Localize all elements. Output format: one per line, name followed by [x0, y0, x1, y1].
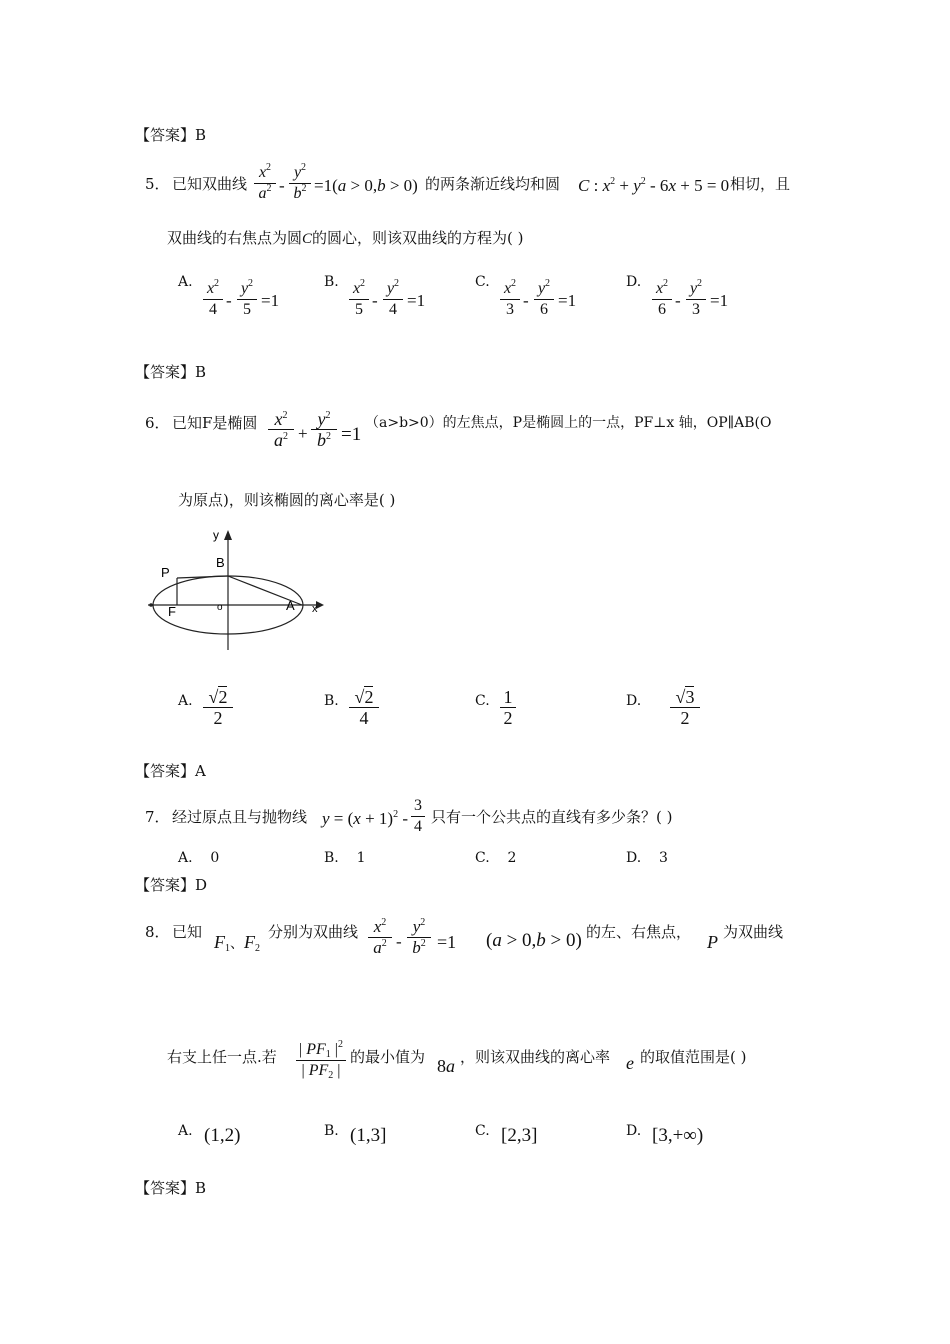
q8-option-c-letter: C. [475, 1123, 490, 1139]
q6-text-1: 已知F是椭圆 [172, 414, 258, 432]
q5-option-a-frac1: $x^2$ 4 [203, 280, 223, 319]
label-o: o [217, 602, 223, 613]
q5-option-a-frac2: $y^2$ 5 [237, 280, 257, 319]
q8-option-a-value: (1,2) [204, 1125, 241, 1146]
label-y: y [213, 528, 219, 542]
q5-option-c-frac2: $y^2$ 6 [534, 280, 554, 319]
ellipse-figure [140, 520, 340, 655]
answer-q8: 【答案】B [135, 1179, 207, 1197]
q5-option-d-frac1: $x^2$ 6 [652, 280, 672, 319]
q8-minus: - [396, 932, 402, 951]
q6-option-c-letter: C. [475, 693, 490, 709]
q6-frac-x2a2: $x^2$ $a^2$ [268, 410, 294, 449]
q8-option-b-value: (1,3] [350, 1125, 387, 1146]
q7-frac-3-4: 3 4 [411, 797, 425, 836]
q6-frac-y2b2: $y^2$ $b^2$ [311, 410, 337, 449]
q8-option-d-value: [3,+∞) [652, 1125, 704, 1146]
q7-text-1: 经过原点且与抛物线 [172, 808, 308, 826]
label-b: B [216, 555, 225, 570]
label-f: F [168, 604, 176, 619]
q7-number: 7． [145, 808, 170, 826]
q5-option-d-letter: D. [626, 274, 642, 290]
q6-option-b-letter: B. [324, 693, 339, 709]
q5-option-d-minus: - [675, 291, 681, 310]
q8-ecc: e [626, 1053, 634, 1073]
q8-point-p: P [707, 932, 718, 952]
q8-option-c-value: [2,3] [501, 1125, 538, 1146]
q8-text-2: 分别为双曲线 [268, 923, 359, 941]
q6-number: 6． [145, 414, 170, 432]
q8-foci: $F_1$、$F_2$ [214, 932, 260, 954]
q5-option-b-frac2: $y^2$ 4 [383, 280, 403, 319]
q5-option-c-letter: C. [475, 274, 490, 290]
q6-plus: + [298, 424, 308, 443]
q5-option-c-minus: - [523, 291, 529, 310]
q5-circle-eq: C : $x^2 + y^2 - 6x + 5 = 0$ [578, 176, 730, 195]
q5-frac-y2b2: $y^2$ $b^2$ [289, 164, 311, 203]
q8-option-b-letter: B. [324, 1123, 339, 1139]
q7-parabola-eq: $y = (x + 1)^2$ - [322, 809, 409, 828]
q8-number: 8． [145, 923, 170, 941]
q5-condition: =1(a > 0,b > 0) [314, 176, 418, 195]
q8-frac-pf: | $PF_1$ $|^2$ | $PF_2$ | [296, 1041, 346, 1080]
q5-text-3: 相切，且 [730, 175, 791, 193]
q5-option-a-letter: A. [178, 274, 193, 290]
q8-line2-a: 右支上任一点.若 [167, 1048, 277, 1066]
q8-line2-c: ，则该双曲线的离心率 [460, 1048, 611, 1066]
q5-line2: 双曲线的右焦点为圆C的圆心，则该双曲线的方程为( ) [167, 229, 524, 247]
q7-option-d: D. 3 [626, 850, 668, 866]
q8-text-3: 的左、右焦点， [586, 923, 692, 941]
q8-option-d-letter: D. [626, 1123, 642, 1139]
q5-option-c-frac1: $x^2$ 3 [500, 280, 520, 319]
q6-line2: 为原点)，则该椭圆的离心率是( ) [178, 491, 396, 509]
q5-option-c-eq: =1 [558, 291, 577, 310]
q6-option-d-value: √3 2 [670, 688, 700, 727]
q5-number: 5． [145, 175, 170, 193]
q8-text-1: 已知 [172, 923, 203, 941]
q7-text-2: 只有一个公共点的直线有多少条？( ) [431, 808, 673, 826]
q5-option-b-letter: B. [324, 274, 339, 290]
q5-option-a-minus: - [226, 291, 232, 310]
q6-option-d-letter: D. [626, 693, 642, 709]
label-x: x [312, 603, 318, 615]
q5-option-b-frac1: $x^2$ 5 [349, 280, 369, 319]
q8-option-a-letter: A. [178, 1123, 193, 1139]
q5-frac-x2a2: $x^2$ $a^2$ [254, 164, 276, 203]
q8-condition: (a > 0,b > 0) [486, 930, 582, 951]
q8-frac-x2a2: $x^2$ $a^2$ [368, 918, 392, 957]
q6-option-a-value: √2 2 [203, 688, 233, 727]
q8-line2-b: 的最小值为 [350, 1048, 426, 1066]
q8-frac-y2b2: $y^2$ $b^2$ [407, 918, 431, 957]
q7-option-c: C. 2 [475, 850, 517, 866]
q5-text-2: 的两条渐近线均和圆 [425, 175, 561, 193]
q8-min-value: 8a [437, 1056, 455, 1076]
q6-option-b-value: √2 4 [349, 688, 379, 727]
q8-eq: =1 [437, 932, 457, 952]
q8-line2-d: 的取值范围是( ) [640, 1048, 747, 1066]
q5-option-d-frac2: $y^2$ 3 [686, 280, 706, 319]
answer-q4: 【答案】B [135, 126, 207, 144]
q5-option-a-eq: =1 [261, 291, 280, 310]
q5-text-1: 已知双曲线 [172, 175, 248, 193]
q6-option-a-letter: A. [178, 693, 193, 709]
q5-option-b-eq: =1 [407, 291, 426, 310]
q5-option-d-eq: =1 [710, 291, 729, 310]
answer-q5: 【答案】B [135, 363, 207, 381]
q6-condition: （a>b>0）的左焦点，P是椭圆上的一点，PF⊥x 轴，OP∥AB(O [365, 415, 772, 431]
label-p: P [161, 565, 170, 580]
q5-minus: - [279, 176, 285, 195]
y-axis-arrow [224, 530, 232, 540]
label-a: A [286, 598, 295, 613]
q6-option-c-value: 1 2 [500, 688, 516, 727]
q7-option-a: A. 0 [178, 850, 220, 866]
answer-q6: 【答案】A [135, 762, 206, 780]
left-vertex-dot [149, 603, 153, 607]
q8-text-4: 为双曲线 [723, 923, 784, 941]
q6-eq: =1 [341, 424, 362, 445]
q7-option-b: B. 1 [324, 850, 366, 866]
answer-q7: 【答案】D [135, 876, 208, 894]
q5-option-b-minus: - [372, 291, 378, 310]
